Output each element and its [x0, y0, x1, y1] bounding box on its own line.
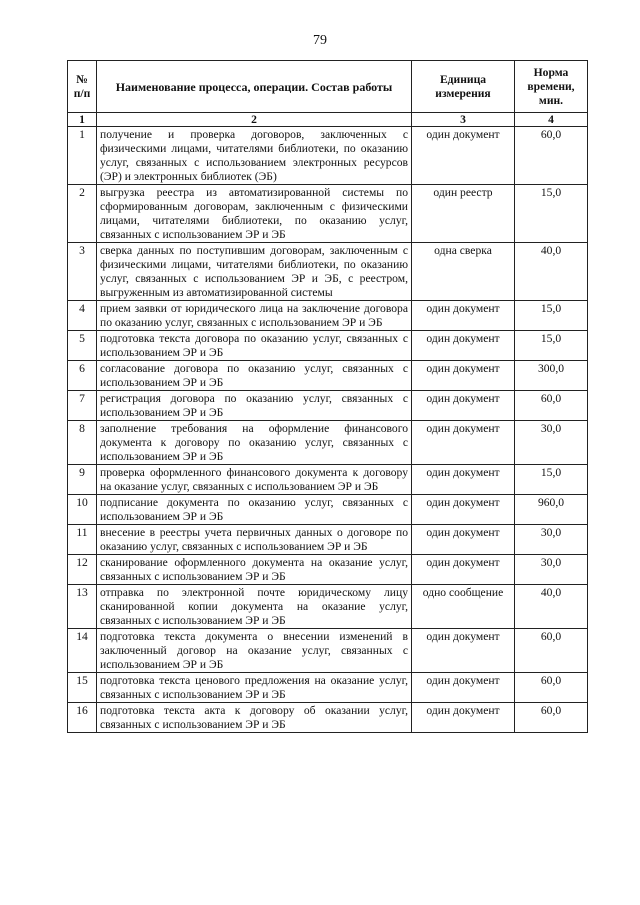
cell-norm: 30,0	[515, 555, 588, 585]
cell-num: 15	[68, 673, 97, 703]
cell-norm: 40,0	[515, 243, 588, 301]
cell-num: 12	[68, 555, 97, 585]
table-row	[68, 421, 588, 465]
table-body	[68, 127, 588, 733]
column-number: 1	[68, 113, 97, 127]
column-number: 2	[97, 113, 412, 127]
cell-norm: 60,0	[515, 391, 588, 421]
column-numbers-row	[68, 113, 588, 127]
cell-norm: 60,0	[515, 127, 588, 185]
cell-norm: 60,0	[515, 629, 588, 673]
cell-unit: один документ	[412, 525, 515, 555]
cell-unit: один документ	[412, 331, 515, 361]
table-row	[68, 243, 588, 301]
table-row	[68, 301, 588, 331]
table-row	[68, 525, 588, 555]
table-row	[68, 127, 588, 185]
cell-num: 10	[68, 495, 97, 525]
cell-num: 8	[68, 421, 97, 465]
cell-unit: один документ	[412, 465, 515, 495]
cell-unit: один документ	[412, 703, 515, 733]
table-row	[68, 495, 588, 525]
cell-num: 7	[68, 391, 97, 421]
table-row	[68, 361, 588, 391]
cell-norm: 30,0	[515, 525, 588, 555]
cell-unit: один документ	[412, 629, 515, 673]
cell-unit: один документ	[412, 421, 515, 465]
column-number: 4	[515, 113, 588, 127]
cell-name: подписание документа по оказанию услуг, связанных с использованием ЭР и ЭБ	[97, 495, 412, 525]
cell-name: заполнение требования на оформление финансового документа к договору по оказанию услуг, связанных с использованием ЭР и ЭБ	[97, 421, 412, 465]
table-row	[68, 391, 588, 421]
cell-num: 16	[68, 703, 97, 733]
cell-unit: один документ	[412, 127, 515, 185]
table-row	[68, 673, 588, 703]
cell-num: 11	[68, 525, 97, 555]
table-row	[68, 555, 588, 585]
cell-unit: одно сообщение	[412, 585, 515, 629]
header-unit: Единица измерения	[412, 61, 515, 113]
time-norms-table	[67, 60, 588, 733]
cell-norm: 15,0	[515, 331, 588, 361]
cell-num: 4	[68, 301, 97, 331]
cell-unit: одна сверка	[412, 243, 515, 301]
cell-num: 6	[68, 361, 97, 391]
header-name: Наименование процесса, операции. Состав работы	[97, 61, 412, 113]
table-row	[68, 465, 588, 495]
cell-name: регистрация договора по оказанию услуг, связанных с использованием ЭР и ЭБ	[97, 391, 412, 421]
cell-name: прием заявки от юридического лица на заключение договора по оказанию услуг, связанных с использованием ЭР и ЭБ	[97, 301, 412, 331]
table-row	[68, 629, 588, 673]
cell-num: 14	[68, 629, 97, 673]
cell-norm: 300,0	[515, 361, 588, 391]
page-number: 79	[313, 33, 327, 48]
cell-num: 5	[68, 331, 97, 361]
cell-name: подготовка текста акта к договору об оказании услуг, связанных с использованием ЭР и ЭБ	[97, 703, 412, 733]
cell-num: 1	[68, 127, 97, 185]
cell-name: подготовка текста договора по оказанию услуг, связанных с использованием ЭР и ЭБ	[97, 331, 412, 361]
cell-name: отправка по электронной почте юридическому лицу сканированной копии документа на оказание услуг, связанных с использованием ЭР и ЭБ	[97, 585, 412, 629]
cell-name: выгрузка реестра из автоматизированной системы по сформированным договорам, заключенным с физическими лицами, читателями библиотеки, по оказанию услуг, связанных с использованием ЭР и ЭБ	[97, 185, 412, 243]
cell-num: 2	[68, 185, 97, 243]
cell-unit: один документ	[412, 495, 515, 525]
column-number: 3	[412, 113, 515, 127]
cell-unit: один документ	[412, 673, 515, 703]
cell-norm: 15,0	[515, 465, 588, 495]
cell-norm: 15,0	[515, 185, 588, 243]
cell-name: проверка оформленного финансового документа к договору на оказание услуг, связанных с использованием ЭР и ЭБ	[97, 465, 412, 495]
header-row	[68, 61, 588, 113]
cell-name: согласование договора по оказанию услуг, связанных с использованием ЭР и ЭБ	[97, 361, 412, 391]
cell-unit: один реестр	[412, 185, 515, 243]
cell-norm: 960,0	[515, 495, 588, 525]
table-row	[68, 703, 588, 733]
cell-name: подготовка текста документа о внесении изменений в заключенный договор на оказание услуг, связанных с использованием ЭР и ЭБ	[97, 629, 412, 673]
cell-name: сверка данных по поступившим договорам, заключенным с физическими лицами, читателями библиотеки, по оказанию услуг, связанных с использованием ЭР и ЭБ, с реестром, выгруженным из автоматизированной системы	[97, 243, 412, 301]
cell-name: внесение в реестры учета первичных данных о договоре по оказанию услуг, связанных с использованием ЭР и ЭБ	[97, 525, 412, 555]
cell-unit: один документ	[412, 301, 515, 331]
cell-num: 9	[68, 465, 97, 495]
cell-norm: 60,0	[515, 673, 588, 703]
header-norm: Норма времени, мин.	[515, 61, 588, 113]
cell-name: сканирование оформленного документа на оказание услуг, связанных с использованием ЭР и ЭБ	[97, 555, 412, 585]
cell-name: получение и проверка договоров, заключенных с физическими лицами, читателями библиотеки, по оказанию услуг, связанных с использованием электронных ресурсов (ЭР) и электронных библиотек (ЭБ)	[97, 127, 412, 185]
cell-unit: один документ	[412, 555, 515, 585]
cell-num: 13	[68, 585, 97, 629]
cell-norm: 40,0	[515, 585, 588, 629]
cell-norm: 60,0	[515, 703, 588, 733]
cell-name: подготовка текста ценового предложения на оказание услуг, связанных с использованием ЭР и ЭБ	[97, 673, 412, 703]
cell-norm: 30,0	[515, 421, 588, 465]
cell-norm: 15,0	[515, 301, 588, 331]
cell-unit: один документ	[412, 361, 515, 391]
table-row	[68, 185, 588, 243]
cell-num: 3	[68, 243, 97, 301]
table-row	[68, 331, 588, 361]
cell-unit: один документ	[412, 391, 515, 421]
header-num: № п/п	[68, 61, 97, 113]
table-row	[68, 585, 588, 629]
